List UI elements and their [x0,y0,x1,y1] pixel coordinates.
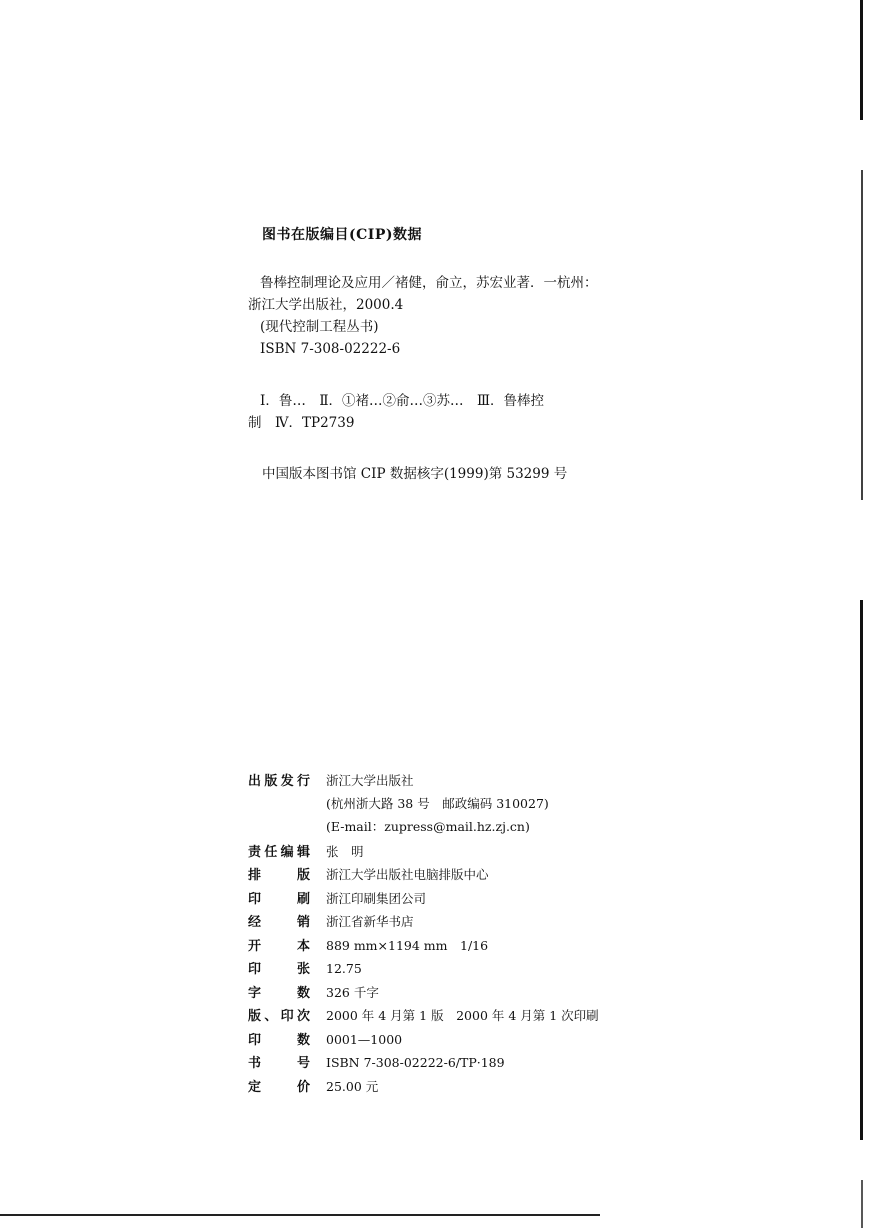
row-label: 经 销 [248,915,310,930]
row-label: 字 数 [248,985,310,1001]
colophon-row [248,817,668,841]
row-value: 326 千字 [326,984,379,1000]
row-label: 印 数 [248,1032,310,1048]
scan-edge-mark [860,600,863,1140]
cip-isbn-line: ISBN 7-308-02222-6 [260,341,401,357]
colophon-row [248,1029,668,1053]
colophon-row [248,911,668,935]
colophon [248,770,668,1099]
row-label: 版、印次 [248,1009,310,1024]
row-value: (杭州浙大路 38 号 邮政编码 310027) [326,795,549,811]
cip-number: 中国版本图书馆 CIP 数据核字(1999)第 53299 号 [262,466,568,482]
row-label: 出版发行 [248,774,310,789]
row-label: 印 张 [248,962,310,977]
row-value: 浙江大学出版社电脑排版中心 [326,867,489,882]
cip-classification [248,390,648,434]
row-value: 0001—1000 [326,1031,403,1047]
colophon-row [248,935,668,959]
classification-line-1: Ⅰ．鲁… Ⅱ．①褚…②俞…③苏… Ⅲ．鲁棒控 [260,393,545,409]
colophon-row [248,888,668,912]
scan-edge-mark [861,170,863,500]
row-label: 印 刷 [248,891,310,907]
row-value: 浙江省新华书店 [326,914,414,929]
colophon-row [248,794,668,818]
row-label: 开 本 [248,938,310,954]
colophon-row [248,1076,668,1100]
row-value: 浙江印刷集团公司 [326,890,427,906]
colophon-row [248,958,668,982]
colophon-row [248,770,668,794]
colophon-row [248,1052,668,1076]
row-value: 12.75 [326,961,362,976]
cip-record [248,272,648,360]
scan-edge-mark [861,1180,863,1228]
colophon-row [248,1005,668,1029]
scan-edge-mark [860,0,863,120]
row-value: 889 mm×1194 mm 1/16 [326,937,489,953]
row-label: 书 号 [248,1056,310,1071]
colophon-row [248,841,668,865]
row-label: 责任编辑 [248,844,310,860]
cip-heading: 图书在版编目(CIP)数据 [262,227,422,243]
row-value: (E-mail：zupress@mail.hz.zj.cn) [326,819,530,834]
cip-series-line: (现代控制工程丛书) [260,319,379,335]
classification-line-2: 制 Ⅳ．TP2739 [248,415,355,431]
cip-title-line: 鲁棒控制理论及应用／褚健，俞立，苏宏业著．一杭州： [260,275,598,291]
row-label: 排 版 [248,868,310,883]
scan-bottom-edge [0,1214,600,1216]
row-value: 2000 年 4 月第 1 版 2000 年 4 月第 1 次印刷 [326,1008,599,1023]
row-value: 25.00 元 [326,1078,379,1094]
cip-publisher-line: 浙江大学出版社，2000.4 [248,297,404,313]
colophon-row [248,982,668,1006]
colophon-row [248,864,668,888]
row-value: 张 明 [326,843,364,859]
row-value: 浙江大学出版社 [326,773,414,788]
row-label: 定 价 [248,1079,310,1095]
row-value: ISBN 7-308-02222-6/TP·189 [326,1055,505,1070]
